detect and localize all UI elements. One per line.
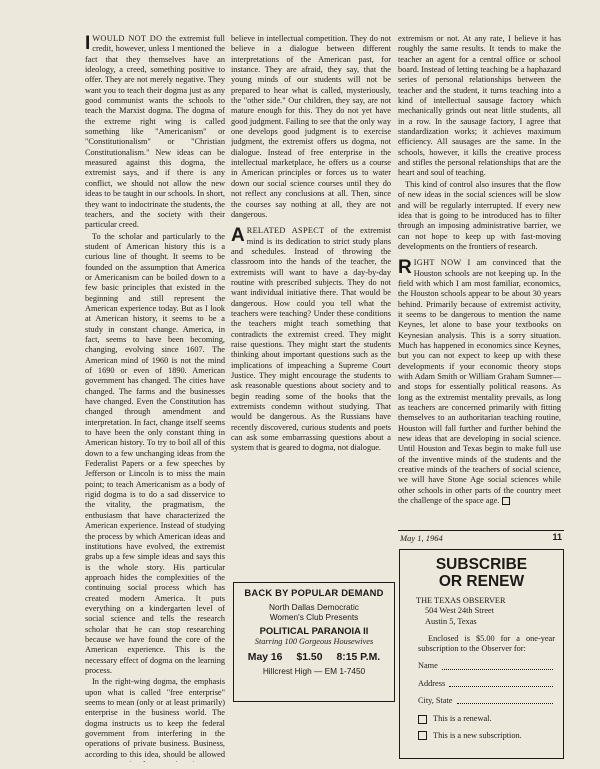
article-paragraph: To the scholar and particularly to the student of American history this is a curious line of thought. It seems to be founded on the assumption that America or Americanism can be boiled down to a few basic principles that existed in the beginning and still represent the American experience today. But as I look at American history, it seems to be a study in constant change. America, in fact, seems to have been becoming, changing, evolving since 1607. The American mind of 1960 is not the mind of 1690 or even of 1890. American government has changed. The cities have changed. The farms and the businesses have changed. Even the Constitution has changed through amendment and interpretation. In fact, change itself seems to have been the only constant thing in American history. To try to boil all of this down to a few unchanging ideas from the Federalist Papers or a few speeches by Jefferson or Lincoln is to miss the main point; to teach Americanism as a body of rigid dogma is to do a sad disservice to the vitality, the pragmatism, the enthusiasm that have characterized the American experience. Instead of studying the process by which American ideas and institutions have evolved, the extremist grabs up a few simple ideas and says this is the whole story. His particular approach hides the complexities of the continuing social process which has created modern America. It puts everything on a kindergarten level of social science and tells the research scholar that he can stop researching because we have found the core of the American experience. This is the necessary effect of dogma on the learning process.	[85, 231, 225, 675]
ad-subtitle: Starring 100 Gorgeous Housewives	[254, 637, 374, 646]
ad-organizer-line-2: Women's Club Presents	[269, 612, 359, 622]
subscribe-message: Enclosed is $5.00 for a one-year subscription to the Observer for:	[418, 633, 555, 654]
city-state-label: City, State	[418, 696, 453, 706]
article-column-3	[398, 34, 561, 534]
article-paragraph: A RELATED ASPECT of the extremist mind is its dedication to strict study plans and schedules. Instead of throwing the classroom into the hands of the teacher, the extremists will want to have a day-by-day routine with prescribed subjects. They do not want individual initiative there. That would be dangerous. How could you tell what the teachers were teaching? Under these conditions the teachers might teach something that contradicts the extremist creed. They might raise questions. They might start the students thinking about important questions such as the implications of impeaching a Supreme Court Justice. They might encourage the students to ask reasonable questions about society and to begin reading some of the books that the extremists condemn without studying. That would be dangerous. As the Russians have recently discovered, curious students and poets can ask some embarrassing questions about a system that is geared to dogma, not dialogue.	[231, 225, 391, 453]
subscribe-heading-line-2: OR RENEW	[438, 573, 525, 590]
ad-time: 8:15 P.M.	[336, 652, 381, 663]
new-subscription-checkbox[interactable]	[418, 731, 427, 740]
political-paranoia-ad	[233, 582, 395, 702]
article-paragraph: This kind of control also insures that the flow of new ideas in the social sciences will be slow and will be regularly interrupted. If every new idea that is going to be introduced has to filter through an imposing administrative barrier, we can not hope to keep up with fast-moving developments on the frontiers of research.	[398, 179, 561, 251]
new-subscription-label: This is a new subscription.	[433, 730, 522, 740]
ad-organizer-line-1: North Dallas Democratic	[269, 602, 359, 612]
article-paragraph: believe in intellectual competition. They do not believe in a dialogue between different interpretations of the American past, for instance. They are afraid, they say, that the young minds of our students will not be prepared to hear what is called, mysteriously, the "other side." Our children, they say, are not mature enough for this. They do not yet have good judgment. Failing to see that the only way one develops good judgment is to exercise judgment, the extremist offers us dogma, not dialogue. Instead of free enterprise in the intellectual marketplace, he offers us a course in American principles or forces us to water down our social science courses until they do not reflect any conclusions at all. Then, since the courses say nothing at all, they are not dangerous.	[231, 34, 391, 219]
address-field[interactable]	[418, 679, 563, 689]
renewal-label: This is a renewal.	[433, 714, 492, 724]
article-column-2	[231, 34, 391, 459]
publisher-street: 504 West 24th Street	[425, 606, 495, 616]
article-paragraph: extremism or not. At any rate, I believe it has roughly the same results. It tends to make the teacher an agent for a central office or school board. Instead of letting teaching be a haphazard series of personal relationships between the teacher and the student, it turns teaching into a kind of intellectual sausage factory which mechanically grinds out neat little students, all in a row. In the sausage factory, I agree that standardization works; it achieves maximum efficiency. All sausages are the same. In the schools, however, it kills the creative process and stifles the personal relationships that are the heart and soul of teaching.	[398, 34, 561, 178]
lead-in-words: WOULD NOT DO	[92, 34, 163, 43]
renewal-checkbox[interactable]	[418, 715, 427, 724]
page-number: 11	[552, 532, 562, 542]
mailing-address	[416, 596, 563, 627]
ad-date: May 16	[247, 652, 283, 663]
drop-cap-letter: A	[231, 225, 245, 247]
publisher-city: Austin 5, Texas	[425, 616, 477, 626]
subscribe-form	[399, 549, 564, 759]
article-paragraph: I WOULD NOT DO the extremist full credit, however, unless I mentioned the fact that they themselves have an ideology, a creed, something positive to offer. They are not merely negative. They want you to teach their dogma just as any good communist wants the schools to teach the Marxist dogma. The dogma of the extreme right wing is called something like "Americanism" or "Constitutionalism" or "Christian Constitutionalism." New ideas can be measured against this dogma, the extremist says, and if there is any conflict, we should not allow the new ideas to be taught in our schools. In short, they want to indoctrinate the students, the teachers, and the society with their particular creed.	[85, 34, 225, 230]
article-paragraph: In the right-wing dogma, the emphasis upon what is called "free enterprise" seems to mean (only or at least primarily) enterprise in the business world. The dogma instructs us to keep the federal government from interfering in the operations of private business. Business, according to this idea, should be allowed	[85, 677, 225, 759]
page-footer	[398, 530, 564, 545]
article-paragraph: RIGHT NOW I am convinced that the Houston schools are not keeping up. In the field with which I am most familiar, economics, the Houston schools appear to be about 30 years behind. Primarily because of extremist activity, it seems to be dangerous to mention the name Keynes, let alone to base your textbooks on Keynesian analysis. This is a sorry situation. Much has happened in economics since Keynes, but you can not expect to keep up with these developments if your economic theory stops with Adam Smith or William Graham Sumner—and stops for essentially political reasons. As long as the extremist mentality prevails, as long as teachers are concerned primarily with fitting themselves to an authoritarian teaching routine, Houston will fall further and further behind the new ideas that are developing in social science. Until Houston and Texas begin to make full use of the inventive minds of the students and the creative minds of the teachers of social science, we will have Stone Age social sciences while other schools in other parts of the country meet the challenge of the space age.	[398, 257, 561, 506]
address-label: Address	[418, 678, 446, 688]
ad-title: POLITICAL PARANOIA II	[259, 625, 369, 636]
city-state-blank[interactable]	[457, 697, 554, 704]
renewal-option[interactable]	[418, 714, 563, 724]
drop-cap-letter: R	[398, 257, 412, 279]
name-label: Name	[418, 661, 438, 671]
new-subscription-option[interactable]	[418, 731, 563, 741]
name-blank[interactable]	[442, 663, 553, 670]
publisher-name: THE TEXAS OBSERVER	[416, 596, 506, 605]
name-field[interactable]	[418, 661, 563, 671]
drop-cap-letter: I	[85, 34, 91, 54]
ad-price: $1.50	[296, 652, 323, 663]
lead-in-words: IGHT NOW I	[413, 258, 471, 268]
lead-in-words: RELATED ASPECT	[246, 226, 325, 236]
ad-location: Hillcrest High — EM 1-7450	[262, 666, 366, 676]
article-column-1	[85, 34, 225, 762]
end-of-article-mark	[502, 497, 510, 505]
ad-headline: BACK BY POPULAR DEMAND	[244, 587, 384, 598]
city-state-field[interactable]	[418, 696, 563, 706]
address-blank[interactable]	[449, 680, 553, 687]
ad-event-details	[234, 653, 394, 663]
subscribe-heading-line-1: SUBSCRIBE	[435, 556, 528, 573]
issue-date: May 1, 1964	[400, 533, 443, 543]
